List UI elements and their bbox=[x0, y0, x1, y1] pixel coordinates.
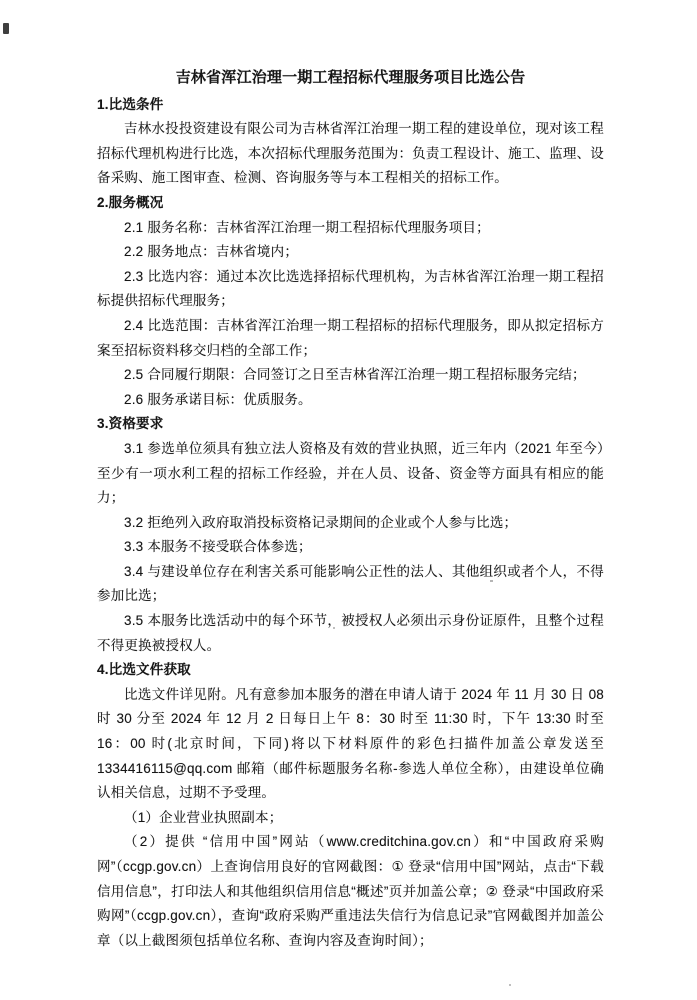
paragraph: 2.5 合同履行期限：合同签订之日至吉林省浑江治理一期工程招标服务完结； bbox=[124, 367, 586, 383]
paragraph: 3.4 与建设单位存在利害关系可能影响公正性的法人、其他组织或者个人，不得参加比选； bbox=[97, 563, 604, 604]
document-title: 吉林省浑江治理一期工程招标代理服务项目比选公告 bbox=[175, 69, 526, 86]
paragraph: 3.5 本服务比选活动中的每个环节，被授权人必须出示身份证原件，且整个过程不得更换被授权人。 bbox=[97, 613, 604, 653]
document-body bbox=[97, 66, 604, 953]
section-heading-1: 1.比选条件 bbox=[97, 96, 164, 112]
paragraph: 2.1 服务名称：吉林省浑江治理一期工程招标代理服务项目； bbox=[124, 219, 490, 235]
paragraph: 2.2 服务地点：吉林省境内； bbox=[124, 244, 299, 260]
paragraph: （2）提供 “信用中国”网站（www.creditchina.gov.cn）和“中国政府采购网”（ccgp.gov.cn）上查询信用良好的官网截图：① 登录“信用中国”网站，点击“下载信用信息”，打印法人和其他组织信用信息“概述”页并加盖公章；② 登录“中国政府采购网”（ccgp.gov.cn），查询“政府采购严重违法失信行为信息记录”官网截图并加盖公章（以上截图须包括单位名称、查询内容及查询时间）； bbox=[97, 834, 604, 948]
paragraph: 3.1 参选单位须具有独立法人资格及有效的营业执照，近三年内（2021 年至今）至少有一项水利工程的招标工作经验，并在人员、设备、资金等方面具有相应的能力； bbox=[97, 440, 604, 506]
section-heading-3: 3.资格要求 bbox=[97, 416, 164, 432]
paragraph: 2.6 服务承诺目标：优质服务。 bbox=[124, 391, 312, 407]
scan-artifact bbox=[3, 23, 9, 34]
paragraph: 2.4 比选范围：吉林省浑江治理一期工程招标的招标代理服务，即从拟定招标方案至招标资料移交归档的全部工作； bbox=[97, 317, 604, 358]
section-heading-2: 2.服务概况 bbox=[97, 194, 164, 210]
paragraph: 3.2 拒绝列入政府取消投标资格记录期间的企业或个人参与比选； bbox=[124, 514, 518, 530]
paragraph: 2.3 比选内容：通过本次比选选择招标代理机构，为吉林省浑江治理一期工程招标提供招标代理服务； bbox=[97, 268, 604, 309]
paragraph: 吉林水投投资建设有限公司为吉林省浑江治理一期工程的建设单位，现对该工程招标代理机构进行比选，本次招标代理服务范围为：负责工程设计、施工、监理、设备采购、施工图审查、检测、咨询服务等与本工程相关的招标工作。 bbox=[97, 121, 604, 186]
paragraph: 3.3 本服务不接受联合体参选； bbox=[124, 539, 312, 555]
paragraph: 比选文件详见附。凡有意参加本服务的潜在申请人请于 2024 年 11 月 30 日 08 时 30 分至 2024 年 12 月 2 日每日上午 8：30 时至 11:30 时，下午 13:30 时至 16：00 时(北京时间，下同)将以下材料原件的彩色扫描件加盖公章发送至 1334416115@qq.com 邮箱（邮件标题服务名称-参选人单位全称），由建设单位确认相关信息，过期不予受理。 bbox=[97, 686, 604, 801]
section-heading-4: 4.比选文件获取 bbox=[97, 662, 191, 678]
scan-artifact bbox=[509, 984, 511, 986]
paragraph: （1）企业营业执照副本； bbox=[124, 809, 283, 825]
